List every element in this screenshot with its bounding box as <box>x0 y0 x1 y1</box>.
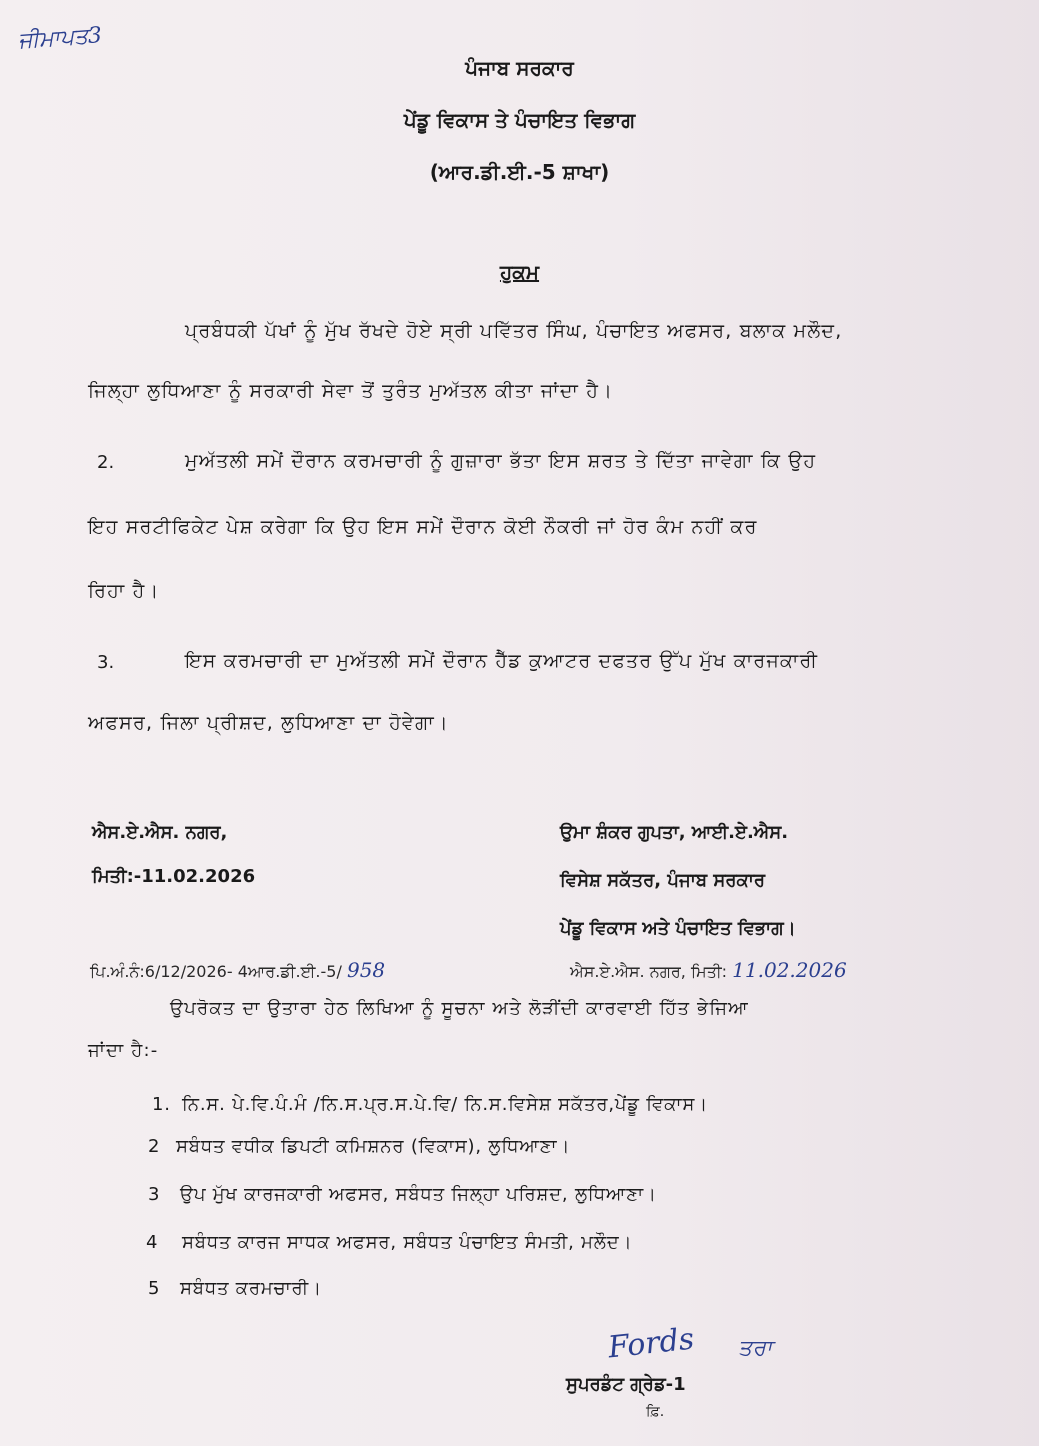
para3-number: 3. <box>97 652 115 673</box>
superintendent-signature: Fords <box>606 1321 696 1366</box>
recipient-5-number: 5 <box>148 1278 161 1299</box>
recipient-2-number: 2 <box>148 1136 161 1157</box>
copy-intro-line2: ਜਾਂਦਾ ਹੈ:- <box>88 1040 159 1061</box>
issue-date: ਮਿਤੀ:-11.02.2026 <box>92 866 256 887</box>
reference-number-prefix: ਪਿ.ਅੰ.ਨੰ:6/12/2026- 4ਆਰ.ਡੀ.ਈ.-5/ <box>90 962 342 981</box>
para3-line2: ਅਫਸਰ, ਜਿਲਾ ਪ੍ਰੀਸ਼ਦ, ਲੁਧਿਆਣਾ ਦਾ ਹੋਵੇਗਾ। <box>88 712 449 734</box>
recipient-4-text: ਸਬੰਧਤ ਕਾਰਜ ਸਾਧਕ ਅਫਸਰ, ਸਬੰਧਤ ਪੰਚਾਇਤ ਸੰਮਤੀ, ਮਲੌਦ। <box>182 1232 633 1253</box>
para1-line2: ਜਿਲ੍ਹਾ ਲੁਧਿਆਣਾ ਨੂੰ ਸਰਕਾਰੀ ਸੇਵਾ ਤੋਂ ਤੁਰੰਤ ਮੁਅੱਤਲ ਕੀਤਾ ਜਾਂਦਾ ਹੈ। <box>88 380 614 402</box>
reference-place-date <box>570 958 847 982</box>
para1-line1: ਪ੍ਰਬੰਧਕੀ ਪੱਖਾਂ ਨੂੰ ਮੁੱਖ ਰੱਖਦੇ ਹੋਏ ਸ੍ਰੀ ਪਵਿੱਤਰ ਸਿੰਘ, ਪੰਚਾਇਤ ਅਫਸਰ, ਬਲਾਕ ਮਲੌਦ, <box>185 320 843 342</box>
para3-line1: ਇਸ ਕਰਮਚਾਰੀ ਦਾ ਮੁਅੱਤਲੀ ਸਮੇਂ ਦੌਰਾਨ ਹੈੱਡ ਕੁਆਟਰ ਦਫਤਰ ਉੱਪ ਮੁੱਖ ਕਾਰਜਕਾਰੀ <box>185 650 819 672</box>
reference-number <box>90 958 385 982</box>
signatory-name: ਉਮਾ ਸ਼ੰਕਰ ਗੁਪਤਾ, ਆਈ.ਏ.ਐਸ. <box>560 822 789 843</box>
corner-handwritten-note: ਜੀਮਾਪਤ3 <box>17 23 103 54</box>
para2-line3: ਰਿਹਾ ਹੈ। <box>88 580 160 602</box>
recipient-4-number: 4 <box>146 1232 159 1253</box>
reference-date-handwritten: 11.02.2026 <box>732 958 847 982</box>
superintendent-title: ਸੁਪਰਡੰਟ ਗ੍ਰੇਡ-1 <box>566 1374 686 1395</box>
recipient-3-number: 3 <box>148 1184 161 1205</box>
copy-intro-line1: ਉਪਰੋਕਤ ਦਾ ਉਤਾਰਾ ਹੇਠ ਲਿਖਿਆ ਨੂੰ ਸੂਚਨਾ ਅਤੇ ਲੋੜੀਂਦੀ ਕਾਰਵਾਈ ਹਿੱਤ ਭੇਜਿਆ <box>170 998 749 1019</box>
recipient-5-text: ਸਬੰਧਤ ਕਰਮਚਾਰੀ। <box>180 1278 322 1299</box>
recipient-1-number: 1. <box>152 1094 171 1115</box>
reference-place-date-prefix: ਐਸ.ਏ.ਐਸ. ਨਗਰ, ਮਿਤੀ: <box>570 962 728 981</box>
superintendent-handwritten-note: ਤਰਾ <box>738 1336 773 1361</box>
header-branch: (ਆਰ.ਡੀ.ਈ.-5 ਸ਼ਾਖਾ) <box>429 160 610 184</box>
issue-place: ਐਸ.ਏ.ਐਸ. ਨਗਰ, <box>92 822 228 843</box>
superintendent-below-mark: ਫ਼ਿ. <box>646 1404 665 1420</box>
header-department: ਪੇਂਡੂ ਵਿਕਾਸ ਤੇ ਪੰਚਾਇਤ ਵਿਭਾਗ <box>403 108 636 132</box>
signatory-designation: ਵਿਸੇਸ਼ ਸਕੱਤਰ, ਪੰਜਾਬ ਸਰਕਾਰ <box>560 870 766 891</box>
signatory-department: ਪੇਂਡੂ ਵਿਕਾਸ ਅਤੇ ਪੰਚਾਇਤ ਵਿਭਾਗ। <box>560 918 796 939</box>
recipient-2-text: ਸਬੰਧਤ ਵਧੀਕ ਡਿਪਟੀ ਕਮਿਸ਼ਨਰ (ਵਿਕਾਸ), ਲੁਧਿਆਣਾ। <box>176 1136 571 1157</box>
recipient-3-text: ਉਪ ਮੁੱਖ ਕਾਰਜਕਾਰੀ ਅਫਸਰ, ਸਬੰਧਤ ਜਿਲ੍ਹਾ ਪਰਿਸ਼ਦ, ਲੁਧਿਆਣਾ। <box>180 1184 657 1205</box>
order-title: ਹੁਕਮ <box>499 260 540 284</box>
recipient-1-text: ਨਿ.ਸ. ਪੇ.ਵਿ.ਪੰ.ਮੰ /ਨਿ.ਸ.ਪ੍ਰ.ਸ.ਪੇ.ਵਿ/ ਨਿ.ਸ.ਵਿਸੇਸ਼ ਸਕੱਤਰ,ਪੇਂਡੂ ਵਿਕਾਸ। <box>182 1094 709 1115</box>
para2-line1: ਮੁਅੱਤਲੀ ਸਮੇਂ ਦੌਰਾਨ ਕਰਮਚਾਰੀ ਨੂੰ ਗੁਜ਼ਾਰਾ ਭੱਤਾ ਇਸ ਸ਼ਰਤ ਤੇ ਦਿੱਤਾ ਜਾਵੇਗਾ ਕਿ ਉਹ <box>185 450 817 472</box>
reference-number-handwritten: 958 <box>346 958 386 982</box>
para2-number: 2. <box>97 452 115 473</box>
header-government: ਪੰਜਾਬ ਸਰਕਾਰ <box>465 56 574 80</box>
para2-line2: ਇਹ ਸਰਟੀਫਿਕੇਟ ਪੇਸ਼ ਕਰੇਗਾ ਕਿ ਉਹ ਇਸ ਸਮੇਂ ਦੌਰਾਨ ਕੋਈ ਨੌਕਰੀ ਜਾਂ ਹੋਰ ਕੰਮ ਨਹੀਂ ਕਰ <box>88 516 758 538</box>
